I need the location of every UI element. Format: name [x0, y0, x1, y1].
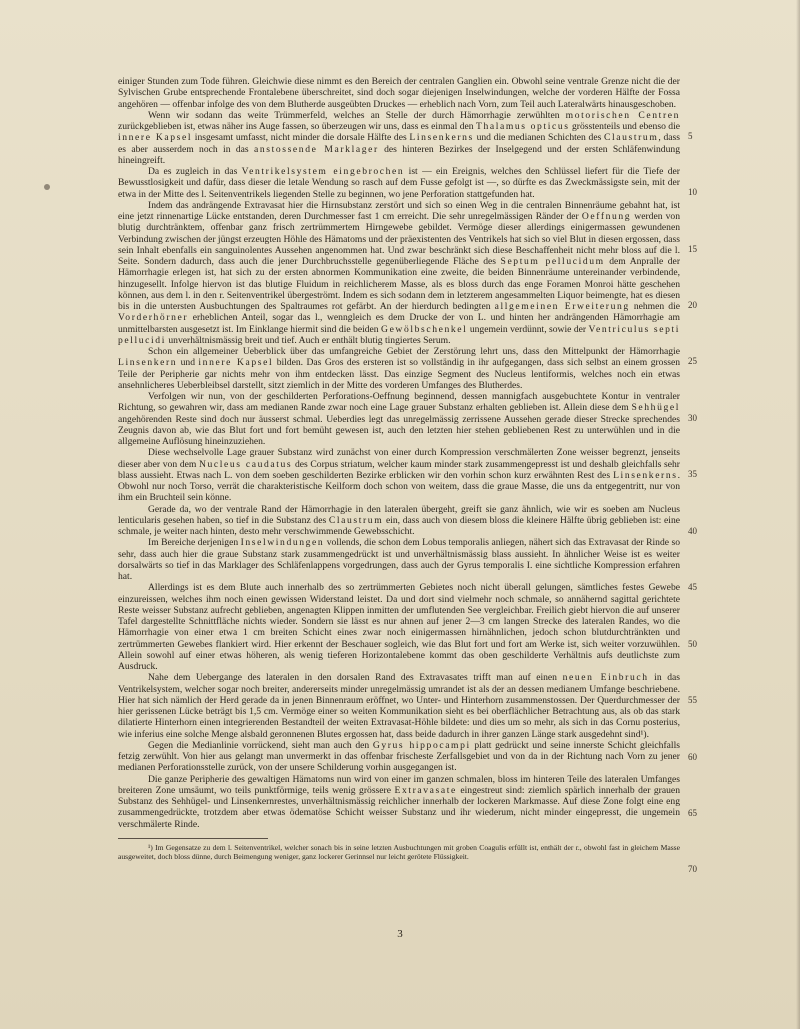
emphasized-term: Linsenkerns — [409, 132, 474, 144]
emphasized-term: Ventriculus septi pellucidi — [118, 323, 680, 346]
text-run: Diese wechselvolle Lage grauer Substanz wird zunächst von einer durch Kompression verschmälerten Zone weisser begrenzt, jenseits dieser aber von dem — [118, 447, 680, 470]
line-number: 60 — [688, 752, 697, 762]
text-run: des Corpus striatum, welcher kaum minder stark zusammengepresst ist und deshalb gleichfalls sehr blass aussieht. Etwas nach L. von dem soeben geschilderten Bezirke erblicken wir den vorhin schon kurz erwähnten Rest des — [118, 458, 680, 481]
body-paragraph — [118, 166, 680, 200]
body-paragraph — [118, 740, 680, 774]
emphasized-term: Thalamus opticus — [476, 121, 570, 132]
emphasized-term: Gyrus hippocampi — [372, 739, 471, 751]
line-number: 30 — [688, 413, 697, 423]
text-run: Gerade da, wo der ventrale Rand der Hämorrhagie in den lateralen übergeht, greift sie ganz ähnlich, wie wir es soeben am Nucleus lenticularis gesehen haben, so tief in die Substanz des — [118, 503, 680, 526]
emphasized-term: Linsenkern — [118, 357, 178, 369]
text-run: dem Anpralle der Hämorrhagie erlegen ist, hat sich zu der ersten abnormen Kommunikation eine zweite, die beiden Binnenräume untereinander verbindende, hinzugesellt. Infolge hiervon ist das blutige Fluidum in reichlicherem Masse, als es bloss durch das enge Foramen Monroi hätte geschehen können, aus dem l. in den r. Seitenventrikel übergeströmt. Indem es sich sodann dem in letzterem angesammelten Liquor beimengte, hat es diesen bis in die untersten Ausbuchtungen des Spaltraumes rot gefärbt. An der hierdurch bedingten — [118, 256, 681, 312]
body-paragraph — [118, 76, 680, 110]
text-run: Schon ein allgemeiner Ueberblick über das umfangreiche Gebiet der Zerstörung lehrt uns, dass den Mittelpunkt der Hämorrhagie — [148, 346, 680, 357]
text-run: Wenn wir sodann das weite Trümmerfeld, welches an Stelle der durch Hämorrhagie zerwühlten — [148, 109, 566, 121]
text-run: zurückgeblieben ist, etwas näher ins Auge fassen, so überzeugen wir uns, dass es einmal den — [118, 121, 476, 132]
emphasized-term: Extravasate — [394, 784, 457, 796]
emphasized-term: Inselwindungen — [240, 537, 325, 549]
emphasized-term: allgemeinen Erweiterung — [494, 301, 630, 312]
line-number: 35 — [688, 469, 697, 479]
text-run: grösstenteils und ebenso die — [569, 121, 681, 132]
body-paragraph — [118, 447, 680, 503]
text-run: Allerdings ist es dem Blute auch innerhalb des so zertrümmerten Gebietes noch nicht überall gelungen, sämtliches festes Gewebe einzureissen, welches ihm noch einen gewissen Widerstand leistet. Da und dort sind vielmehr noch schmale, so annähernd sagittal gerichtete Reste weisser Substanz aufrecht geblieben, angenagten Klippen inmitten der umflutenden See vergleichbar. Freilich giebt hiervon die auf unserer Tafel dargestellte Schnittfläche nichts wieder. Sondern sie lässt es nur ahnen auf jener 2—3 cm langen Strecke des lateralen Randes, wo die Hämorrhagie von einer etwa 1 cm breiten Schicht eines zwar noch einigermassen hirnähnlichen, jedoch schon blutdurchtränkten und zertrümmerten Gewebes flankiert wird. Hier erkennt der Beschauer sogleich, wie das Blut fort und fort am Werke ist, sich weiter vorzuwühlen. Allein sowohl auf einer etwas höheren, als wenig tieferen Horizontalebene kommt das oben geschilderte Verhältnis aufs deutlichste zum Ausdruck. — [118, 582, 680, 672]
text-run: angehörenden Reste sind doch nur äusserst schmal. Ueberdies legt das unregelmässig zerrissene Aussehen gerade dieser Strecke sprechendes Zeugnis davon ab, wie das Blut fort und fort bemüht gewesen ist, auch den letzten hier stehen gebliebenen Rest zu unterwühlen und in die allgemeine Auflösung hineinzuziehen. — [118, 413, 680, 447]
emphasized-term: Sehhügel — [631, 402, 680, 414]
text-run: ein, dass auch von diesem bloss die kleinere Hälfte übrig geblieben ist: eine schmale, je weiter nach hinten, desto mehr verschwimmende Gewebsschicht. — [118, 514, 680, 537]
text-run: vollends, die schon dem Lobus temporalis anliegen, nähert sich das Extravasat der Rinde so sehr, dass auch hier die graue Substanz stark zusammengedrückt ist und unverhältnismässig blass aussieht. In ähnlicher Weise ist es weiter dorsalwärts so tief in das Marklager des Schläfenlappens vorgedrungen, dass auch der Gyrus temporalis I. eine sichtliche Kompression erfahren hat. — [118, 537, 680, 582]
text-run: einiger Stunden zum Tode führen. Gleichwie diese nimmt es den Bereich der centralen Ganglien ein. Obwohl seine ventrale Grenze nicht die der Sylvischen Grube entsprechende Frontalebene überschreitet, sind doch sogar diejenigen Inselwindungen, welche der vorderen Hälfte der Fossa angehören — offenbar infolge des von dem Blutherde ausgeübten Druckes — erheblich nach Vorn, zum Teil auch Lateralwärts hinausgeschoben. — [118, 76, 680, 110]
line-number: 45 — [688, 582, 697, 592]
text-run: werden von blutig durchtränktem, offenbar ganz frisch zertrümmertem Hirngewebe gebildet. Vermöge dieser allerdings einigermassen gewundenen Verbindung zwischen der jüngst erzeugten Höhle des Hämatoms und der präexistenten des Ventrikels hat sich so viel Blut in diesen ergossen, dass sein Inhalt ebenfalls ein sanguinolentes Aussehen angenommen hat. Und zwar beschränkt sich diese Beschaffenheit nicht mehr bloss auf die l. Seite. Sondern dadurch, dass auch die jener Durchbruchsstelle gegenüberliegende Fläche des — [118, 211, 680, 267]
text-run: eingestreut sind: ziemlich spärlich innerhalb der grauen Substanz des Sehhügel- und Linsenkernrestes, unverhältnismässig reichlicher innerhalb der lockeren Markmasse. Auf diese Zone folgt eine eng zusammengedrückte, trotzdem aber etwas ödematöse Schicht weisser Substanz und ihr wiederum, nicht minder eingepresst, die ungemein verschmälerte Rinde. — [118, 784, 680, 830]
emphasized-term: Oeffnung — [581, 211, 632, 222]
body-paragraph — [118, 346, 680, 391]
body-paragraph — [118, 672, 680, 740]
text-run: Nahe dem Uebergange des lateralen in den dorsalen Rand des Extravasates trifft man auf einen — [148, 672, 563, 684]
line-number: 65 — [688, 808, 697, 818]
text-run: ist — ein Ereignis, welches den Schlüssel liefert für die Tiefe der Bewusstlosigkeit und dafür, dass dieser die letale Wendung so rasch auf dem Fusse gefolgt ist —, so dürfte es das Zweckmässigste sein, mit der etwa in der Mitte des l. Seitenventrikels liegenden Stelle zu beginnen, wo jene Perforation stattgefunden hat. — [118, 166, 680, 200]
text-run: erheblichen Anteil, sogar das l., wenngleich es dem Drucke der von L. und hinten her andrängenden Hämorrhagie am unmittelbarsten ausgesetzt ist. Im Einklange hiermit sind die beiden — [118, 312, 680, 335]
line-number: 25 — [688, 356, 697, 366]
text-run: und die medianen Schichten des — [473, 132, 605, 144]
text-run: insgesamt umfasst, nicht minder die dorsale Hälfte des — [192, 132, 410, 144]
text-run: Indem das andrängende Extravasat hier die Hirnsubstanz zerstört und sich so einen Weg in die centralen Binnenräume gebahnt hat, ist eine jetzt rinnenartige Lücke entstanden, deren Durchmesser fast 1 cm erreicht. Die sehr unregelmässigen Ränder der — [118, 199, 680, 222]
body-paragraph — [118, 110, 680, 166]
text-run: Verfolgen wir nun, von der geschilderten Perforations-Oeffnung beginnend, dessen mannigfach ausgebuchtete Kontur in ventraler Richtung, so gewahren wir, dass am medianen Rande zwar noch eine Lage grauer Substanz erhalten geblieben ist. Allein diese dem — [118, 391, 680, 414]
emphasized-term: innere Kapsel — [118, 132, 193, 144]
margin-ink-mark — [44, 184, 50, 190]
text-run: platt gedrückt und seine innerste Schicht gleichfalls fetzig zerwühlt. Von hier aus gelangt man unvermerkt in das offenbar frischeste Zerfallsgebiet und von da in der Richtung nach Vorn zu jener medianen Perforationsstelle zurück, von der unsere Schilderung vorhin ausgegangen ist. — [118, 739, 680, 774]
page-edge-shadow — [796, 0, 800, 1029]
text-run: nehmen die — [629, 301, 680, 312]
body-text-column — [118, 76, 680, 862]
line-number: 70 — [688, 864, 697, 874]
body-paragraph — [118, 774, 680, 830]
body-paragraph — [118, 582, 680, 672]
emphasized-term: Septum pellucidum — [500, 256, 605, 267]
emphasized-term: anstossende Marklager — [254, 143, 379, 155]
line-number: 50 — [688, 639, 697, 649]
text-run: Im Bereiche derjenigen — [148, 537, 241, 549]
text-run: Die ganze Peripherie des gewaltigen Hämatoms nun wird von einer im ganzen schmalen, bloss im hinteren Teile des lateralen Umfanges breiteren Zone umsäumt, wo teils punktförmige, teils wenig grössere — [118, 773, 680, 796]
footnote-divider — [118, 838, 268, 839]
line-number: 55 — [688, 695, 697, 705]
line-number: 10 — [688, 187, 697, 197]
text-run: . Obwohl nur noch Torso, verrät die charakteristische Keilform doch schon von weitem, dass die graue Masse, die uns da entgegentritt, nur von ihm ein Bruchteil sein könne. — [118, 469, 680, 504]
emphasized-term: Ventrikelsystem eingebrochen — [241, 166, 405, 177]
text-run: , dass es aber ausserdem noch in das — [118, 132, 680, 155]
body-paragraph — [118, 504, 680, 538]
emphasized-term: motorischen Centren — [565, 109, 680, 121]
text-run: Da es zugleich in das — [148, 166, 242, 177]
body-paragraph — [118, 200, 680, 346]
emphasized-term: Nucleus caudatus — [199, 458, 293, 470]
line-number: 40 — [688, 526, 697, 536]
text-run: des hinteren Bezirkes der Inselgegend und der ersten Schläfenwindung hineingreift. — [118, 143, 680, 166]
footnote: ¹) Im Gegensatze zu dem l. Seitenventrikel, welcher sonach bis in seine letzten Ausbuchtungen mit groben Coagulis erfüllt ist, enthält der r., obwohl fast in gleichem Masse ausgeweitet, doch bloss dünne, durch Beimengung weniger, ganz lockerer Gerinnsel nur leicht gerötete Flüssigkeit. — [118, 842, 680, 862]
line-number: 20 — [688, 300, 697, 310]
text-run: in das Ventrikelsystem, welcher sogar noch breiter, andererseits minder unregelmässig umrandet ist als der an dessen medianem Umfange beschriebene. Hier hat sich nämlich der Herd gerade da in jenen Binnenraum eröffnet, wo Unter- und Hinterhorn zusammenstossen. Der Querdurchmesser der hier gerissenen Lücke beträgt bis 1,5 cm. Vermöge einer so weiten Kommunikation sieht es bei oberflächlicher Betrachtung aus, als ob das stark dilatierte Hinterhorn einen integrierenden Bestandteil der weiten Extravasat-Höhle bildete: und dies um so mehr, als sich in das Cornu posterius, wie inferius eine solche Menge alsbald geronnenen Blutes ergossen hat, dass beide dadurch in ihrer ganzen Länge stark ausgedehnt sind¹). — [118, 672, 680, 740]
emphasized-term: neuen Einbruch — [562, 672, 649, 684]
text-run: und — [177, 357, 199, 369]
emphasized-term: Gewölbschenkel — [381, 323, 468, 335]
line-number: 15 — [688, 244, 697, 254]
emphasized-term: Claustrum — [328, 514, 384, 526]
emphasized-term: Claustrum — [604, 132, 659, 144]
text-run: unverhältnismässig breit und tief. Auch er enthält blutig tingiertes Serum. — [165, 334, 451, 346]
text-run: bilden. Das Gros des ersteren ist so vollständig in ihr aufgegangen, dass sich selbst an einem grossen Teile der Peripherie gar nichts mehr von ihm entdecken lässt. Das einzige Segment des Nucleus lentiformis, welches noch ein etwas ansehnlicheres Ueberbleibsel darstellt, sitzt ziemlich in der Mitte des vorderen Umfanges des Blutherdes. — [118, 357, 680, 391]
line-number: 5 — [688, 131, 693, 141]
text-run: Gegen die Medianlinie vorrückend, sieht man auch den — [148, 739, 373, 751]
body-paragraph — [118, 391, 680, 447]
page-number: 3 — [397, 928, 403, 940]
text-run: ungemein verdünnt, sowie der — [467, 323, 589, 335]
emphasized-term: innere Kapsel — [198, 357, 274, 369]
body-paragraph — [118, 537, 680, 582]
emphasized-term: Linsenkerns — [613, 469, 678, 481]
emphasized-term: Vorderhörner — [118, 312, 189, 324]
